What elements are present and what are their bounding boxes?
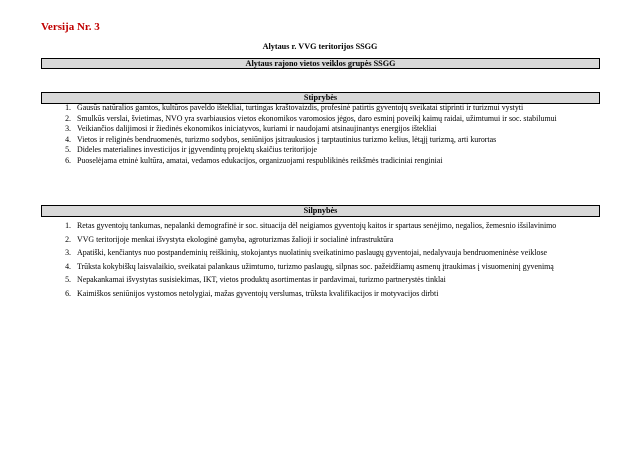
weaknesses-list	[41, 221, 589, 302]
list-item: 4. Vietos ir religinės bendruomenės, turizmo sodybos, seniūnijos įsitraukusios į tarptautinius turizmo kelius, lėtąjį turizmą, arti kurortas	[65, 134, 497, 144]
document-title: Alytaus r. VVG teritorijos SSGG	[262, 42, 378, 51]
subtitle-bar: Alytaus rajono vietos veiklos grupės SSGG	[41, 58, 600, 69]
strengths-list	[41, 103, 589, 166]
weaknesses-heading: Silpnybės	[42, 206, 599, 217]
list-item: 5. Dideles materialines investicijos ir įgyvendintų projektų skaičius teritorijoje	[65, 145, 317, 154]
list-item: 4. Trūksta kokybiškų laisvalaikio, sveikatai palankaus užimtumo, turizmo paslaugų, silpnas soc. pažeidžiamų asmenų įtraukimas į visuomeninį gyvenimą	[65, 261, 554, 271]
strengths-heading: Stiprybės	[42, 93, 599, 104]
weaknesses-section	[41, 205, 600, 217]
list-item: 2. VVG teritorijoje menkai išvystyta ekologinė gamyba, agroturizmas žalioji ir socialinė infrastruktūra	[65, 234, 394, 244]
list-item: 5. Nepakankamai išvystytas susisiekimas, IKT, vietos produktų asortimentas ir pardavimai, turizmo partnerystės tinklai	[65, 275, 446, 284]
list-item: 3. Veikiančios dalijimosi ir žiedinės ekonomikos iniciatyvos, kuriami ir naudojami atsinaujinantys energijos ištekliai	[65, 124, 437, 133]
list-item: 1. Retas gyventojų tankumas, nepalanki demografinė ir soc. situacija dėl neigiamos gyventojų kaitos ir spartaus senėjimo, negalios, žemesnio išsilavinimo	[65, 221, 557, 230]
version-label: Versija Nr. 3	[41, 21, 100, 33]
list-item: 2. Smulkūs verslai, švietimas, NVO yra svarbiausios vietos ekonomikos varomosios jėgos, daro esminį poveikį kaimų raidai, užimtumui ir soc. stabilumui	[65, 113, 557, 123]
list-item: 1. Gausūs natūralios gamtos, kultūros paveldo ištekliai, turtingas kraštovaizdis, profesinė patirtis gyventojų sveikatai stiprinti ir turizmui vystyti	[65, 103, 524, 112]
list-item: 3. Apatiški, kenčiantys nuo postpandeminių reiškinių, stokojantys nuolatinių sveikatinimo paslaugų gyventojai, nedalyvauja bendruomeninėse veiklose	[65, 248, 548, 257]
list-item: 6. Kaimiškos seniūnijos vystomos netolygiai, mažas gyventojų verslumas, trūksta kvalifikacijos ir motyvacijos dirbti	[65, 288, 439, 298]
list-item: 6. Puoselėjama etninė kultūra, amatai, vedamos edukacijos, organizuojami respublikinės reikšmės tradiciniai renginiai	[65, 155, 443, 165]
